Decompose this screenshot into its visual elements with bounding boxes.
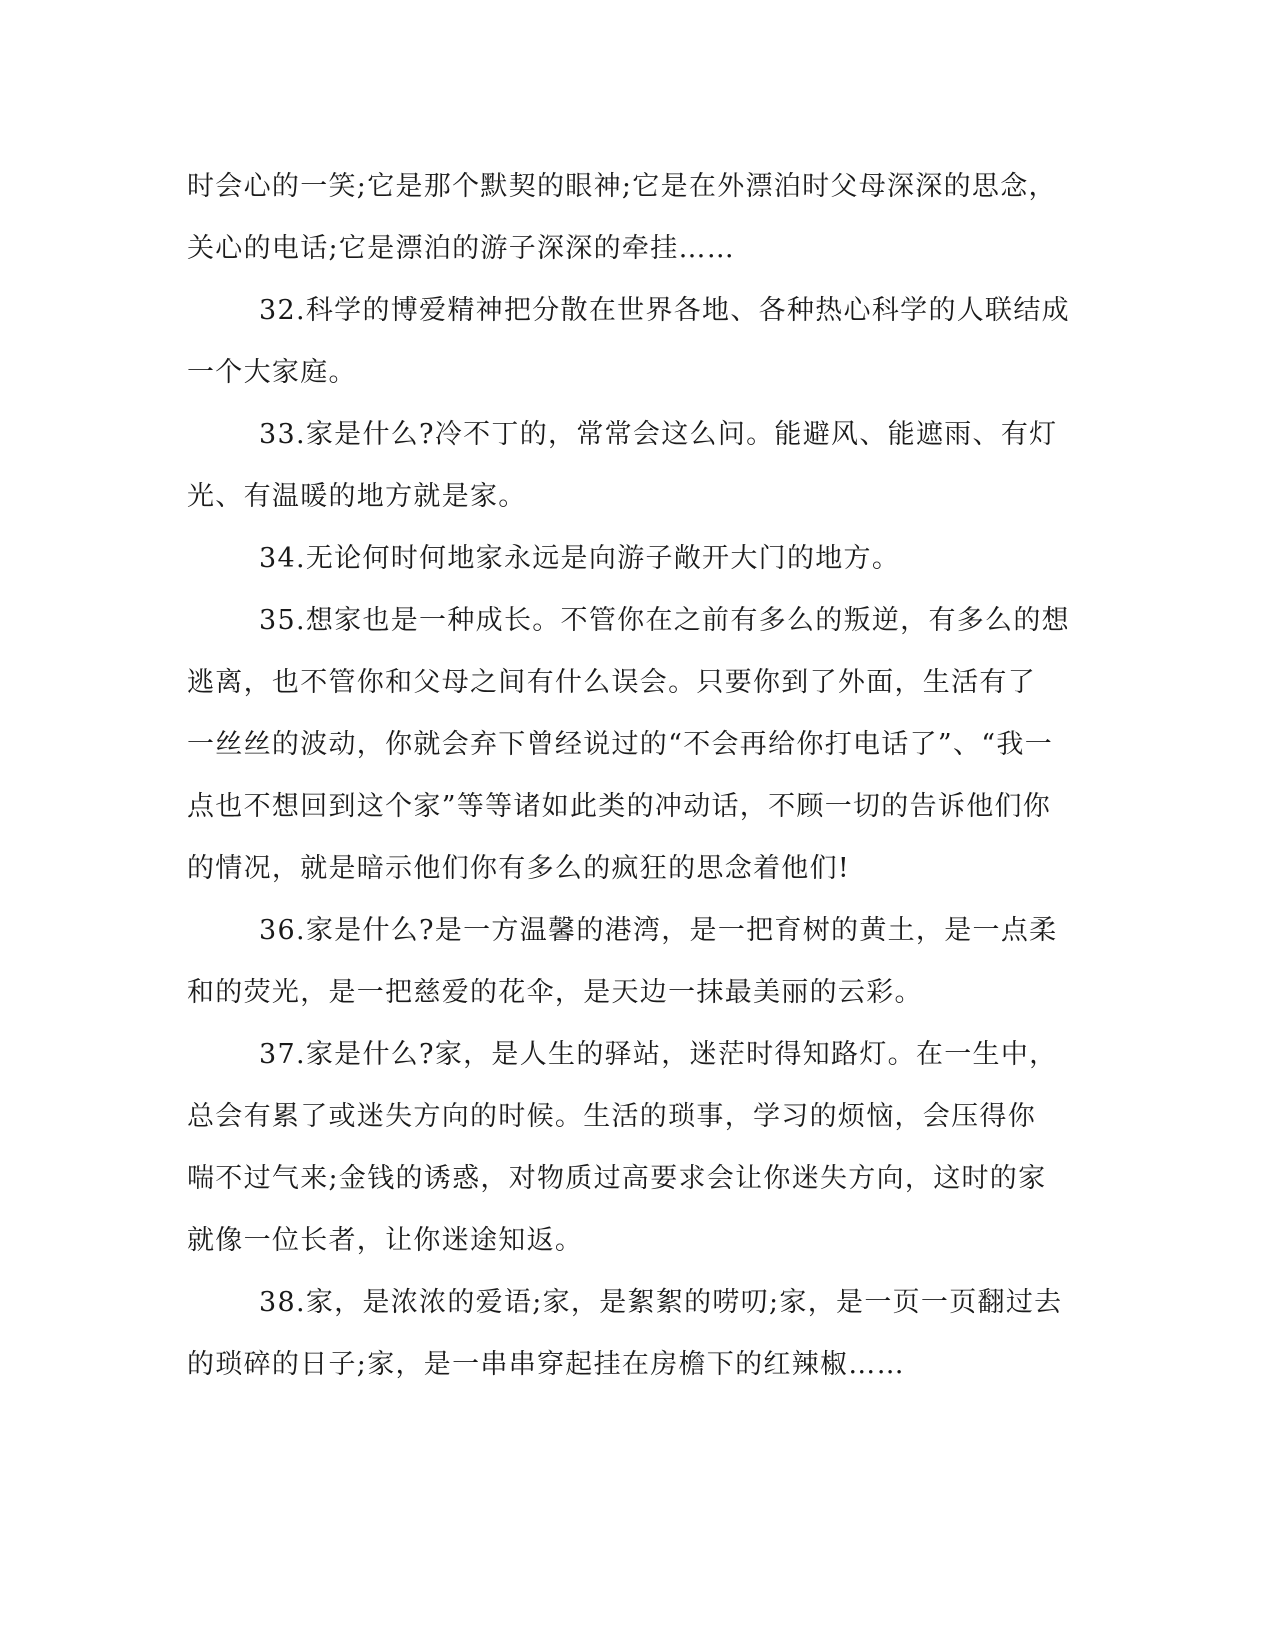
text-line: 32.科学的博爱精神把分散在世界各地、各种热心科学的人联结成 xyxy=(259,295,1070,326)
text-line: 关心的电话;它是漂泊的游子深深的牵挂…… xyxy=(187,233,736,264)
text-line: 一丝丝的波动，你就会弃下曾经说过的“不会再给你打电话了”、“我一 xyxy=(187,729,1054,760)
paragraph-34 xyxy=(187,528,1087,590)
text-line: 喘不过气来;金钱的诱惑，对物质过高要求会让你迷失方向，这时的家 xyxy=(187,1163,1047,1194)
text-line: 逃离，也不管你和父母之间有什么误会。只要你到了外面，生活有了 xyxy=(187,667,1036,698)
paragraph-35 xyxy=(187,590,1087,900)
text-line: 就像一位长者，让你迷途知返。 xyxy=(187,1225,584,1256)
text-line: 的琐碎的日子;家，是一串串穿起挂在房檐下的红辣椒…… xyxy=(187,1349,905,1380)
text-line: 和的荧光，是一把慈爱的花伞，是天边一抹最美丽的云彩。 xyxy=(187,977,923,1008)
text-line: 的情况，就是暗示他们你有多么的疯狂的思念着他们! xyxy=(187,853,851,884)
paragraph-32 xyxy=(187,280,1087,404)
paragraph-38 xyxy=(187,1272,1087,1396)
text-line: 总会有累了或迷失方向的时候。生活的琐事，学习的烦恼，会压得你 xyxy=(187,1101,1036,1132)
text-line: 33.家是什么?冷不丁的，常常会这么问。能避风、能遮雨、有灯 xyxy=(259,419,1058,450)
text-line: 点也不想回到这个家”等等诸如此类的冲动话，不顾一切的告诉他们你 xyxy=(187,791,1052,822)
text-line: 时会心的一笑;它是那个默契的眼神;它是在外漂泊时父母深深的思念， xyxy=(187,171,1057,202)
text-line: 34.无论何时何地家永远是向游子敞开大门的地方。 xyxy=(259,543,901,574)
document-body xyxy=(187,156,1087,1396)
text-line: 36.家是什么?是一方温馨的港湾，是一把育树的黄土，是一点柔 xyxy=(259,915,1058,946)
paragraph-36 xyxy=(187,900,1087,1024)
text-line: 光、有温暖的地方就是家。 xyxy=(187,481,527,512)
paragraph-37 xyxy=(187,1024,1087,1272)
text-line: 37.家是什么?家，是人生的驿站，迷茫时得知路灯。在一生中， xyxy=(259,1039,1058,1070)
text-line: 38.家，是浓浓的爱语;家，是絮絮的唠叨;家，是一页一页翻过去 xyxy=(259,1287,1063,1318)
paragraph-31-continued xyxy=(187,156,1087,280)
paragraph-33 xyxy=(187,404,1087,528)
text-line: 35.想家也是一种成长。不管你在之前有多么的叛逆，有多么的想 xyxy=(259,605,1070,636)
text-line: 一个大家庭。 xyxy=(187,357,357,388)
